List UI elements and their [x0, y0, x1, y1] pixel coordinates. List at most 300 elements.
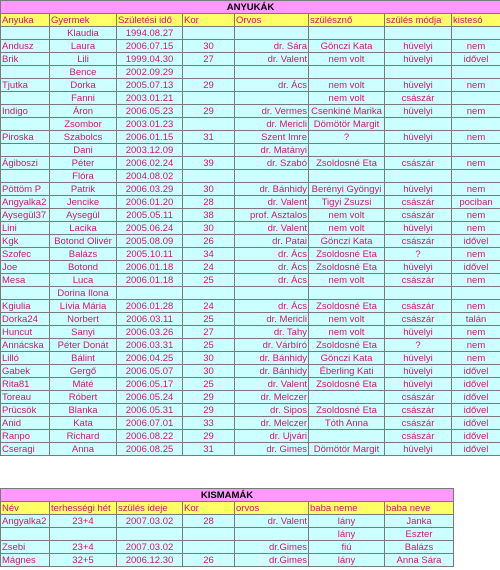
table-cell[interactable]: idővel [452, 235, 500, 248]
table-cell[interactable]: hüvelyi [385, 378, 452, 391]
table-cell[interactable]: Zsebi [1, 541, 50, 554]
table-cell[interactable]: idővel [452, 261, 500, 274]
table-cell[interactable]: Lili [50, 53, 117, 66]
table-cell[interactable]: hüvelyi [385, 352, 452, 365]
table-cell[interactable]: 30 [183, 352, 235, 365]
table-cell[interactable]: hüvelyi [385, 326, 452, 339]
column-header[interactable]: baba neme [309, 502, 385, 515]
table-cell[interactable]: Aysegül [50, 209, 117, 222]
table-cell[interactable]: Zsoldosné Eta [309, 248, 385, 261]
table-cell[interactable]: Cseragi [1, 443, 50, 456]
table-cell[interactable]: 30 [183, 40, 235, 53]
table-cell[interactable]: hüvelyi [385, 443, 452, 456]
table-cell[interactable] [1, 144, 50, 157]
column-header[interactable]: orvos [235, 502, 309, 515]
table-cell[interactable]: nem [452, 248, 500, 261]
table-cell[interactable]: 2006.03.29 [117, 183, 183, 196]
table-cell[interactable]: nem [452, 209, 500, 222]
table-cell[interactable]: 2005.07.13 [117, 79, 183, 92]
table-cell[interactable]: Zsoldosné Eta [309, 378, 385, 391]
table-cell[interactable]: Lacika [50, 222, 117, 235]
table-cell[interactable]: Laura [50, 40, 117, 53]
column-header[interactable]: szülés módja [385, 14, 452, 27]
table-cell[interactable]: Bence [50, 66, 117, 79]
table-cell[interactable]: 2006.05.24 [117, 391, 183, 404]
table-cell[interactable]: 1999.04.30 [117, 53, 183, 66]
table-cell[interactable]: Berényi Gyöngyi [309, 183, 385, 196]
table-cell[interactable]: dr. Várbíró [235, 339, 309, 352]
table-cell[interactable]: 2002.09.29 [117, 66, 183, 79]
table-cell[interactable] [1, 170, 50, 183]
table-cell[interactable]: Tóth Anna [309, 417, 385, 430]
table-cell[interactable]: Gönczi Kata [309, 40, 385, 53]
column-header[interactable]: szülésznő [309, 14, 385, 27]
table-cell[interactable]: hüvelyi [385, 365, 452, 378]
table-cell[interactable]: dr.Gimes [235, 541, 309, 554]
table-cell[interactable]: dr. Ács [235, 300, 309, 313]
kismamak-title[interactable]: KISMAMÁK [1, 489, 454, 502]
table-cell[interactable]: hüvelyi [385, 105, 452, 118]
table-cell[interactable]: 39 [183, 157, 235, 170]
table-cell[interactable] [452, 27, 500, 40]
table-cell[interactable]: nem volt [309, 313, 385, 326]
table-cell[interactable]: Lilló [1, 352, 50, 365]
table-cell[interactable]: dr. Valent [235, 515, 309, 528]
table-cell[interactable]: hüvelyi [385, 222, 452, 235]
table-cell[interactable] [183, 27, 235, 40]
table-cell[interactable]: 27 [183, 326, 235, 339]
table-cell[interactable]: pociban [452, 196, 500, 209]
table-cell[interactable]: Angyalka2 [1, 515, 50, 528]
table-cell[interactable]: dr. Valent [235, 378, 309, 391]
table-cell[interactable]: idővel [452, 404, 500, 417]
table-cell[interactable]: Anna Sára [385, 554, 454, 567]
column-header[interactable]: baba neve [385, 502, 454, 515]
table-cell[interactable] [452, 144, 500, 157]
table-cell[interactable]: 31 [183, 131, 235, 144]
table-cell[interactable]: idővel [452, 430, 500, 443]
table-cell[interactable]: Botond Olivér [50, 235, 117, 248]
table-cell[interactable]: Jencike [50, 196, 117, 209]
table-cell[interactable]: Kgk [1, 235, 50, 248]
table-cell[interactable]: Gabek [1, 365, 50, 378]
table-cell[interactable]: 25 [183, 274, 235, 287]
column-header[interactable]: szülés ideje [117, 502, 183, 515]
table-cell[interactable]: hüvelyi [385, 53, 452, 66]
table-cell[interactable]: Zsoldosné Eta [309, 157, 385, 170]
table-cell[interactable]: Szabolcs [50, 131, 117, 144]
table-cell[interactable]: dr.Gimes [235, 554, 309, 567]
table-cell[interactable]: dr. Matányi [235, 144, 309, 157]
table-cell[interactable]: Angyalka2 [1, 196, 50, 209]
table-cell[interactable]: nem volt [309, 209, 385, 222]
table-cell[interactable]: 2006.05.17 [117, 378, 183, 391]
table-cell[interactable]: Pöttöm P [1, 183, 50, 196]
table-cell[interactable]: Zsombor [50, 118, 117, 131]
table-cell[interactable]: nem volt [309, 92, 385, 105]
table-cell[interactable] [309, 66, 385, 79]
table-cell[interactable]: 29 [183, 430, 235, 443]
table-cell[interactable]: 25 [183, 313, 235, 326]
table-cell[interactable]: nem [452, 131, 500, 144]
table-cell[interactable]: Gönczi Kata [309, 352, 385, 365]
table-cell[interactable]: Norbert [50, 313, 117, 326]
table-cell[interactable]: Brik [1, 53, 50, 66]
table-cell[interactable]: 25 [183, 339, 235, 352]
table-cell[interactable]: Zsoldosné Eta [309, 261, 385, 274]
table-cell[interactable] [385, 118, 452, 131]
table-cell[interactable]: 2006.08.22 [117, 430, 183, 443]
table-cell[interactable]: nem [452, 40, 500, 53]
table-cell[interactable]: Luca [50, 274, 117, 287]
table-cell[interactable]: Rita81 [1, 378, 50, 391]
table-cell[interactable]: Huncut [1, 326, 50, 339]
table-cell[interactable]: császár [385, 209, 452, 222]
table-cell[interactable]: 30 [183, 222, 235, 235]
table-cell[interactable]: Piroska [1, 131, 50, 144]
table-cell[interactable]: dr. Melczer [235, 417, 309, 430]
table-cell[interactable] [50, 528, 117, 541]
table-cell[interactable]: idővel [452, 443, 500, 456]
column-header[interactable]: Születési idő [117, 14, 183, 27]
table-cell[interactable] [183, 92, 235, 105]
column-header[interactable]: Gyermek [50, 14, 117, 27]
table-cell[interactable]: 2005.05.11 [117, 209, 183, 222]
table-cell[interactable]: nem [452, 157, 500, 170]
table-cell[interactable]: császár [385, 300, 452, 313]
table-cell[interactable]: Andusz [1, 40, 50, 53]
table-cell[interactable]: idővel [452, 365, 500, 378]
table-cell[interactable]: Dorka [50, 79, 117, 92]
table-cell[interactable] [117, 287, 183, 300]
table-cell[interactable]: 32+5 [50, 554, 117, 567]
table-cell[interactable]: császár [385, 391, 452, 404]
table-cell[interactable]: 2006.02.24 [117, 157, 183, 170]
table-cell[interactable]: Botond [50, 261, 117, 274]
table-cell[interactable]: 24 [183, 261, 235, 274]
table-cell[interactable]: Flóra [50, 170, 117, 183]
table-cell[interactable]: 2006.03.11 [117, 313, 183, 326]
table-cell[interactable] [1, 66, 50, 79]
table-cell[interactable] [183, 287, 235, 300]
table-cell[interactable]: 30 [183, 183, 235, 196]
table-cell[interactable]: Máté [50, 378, 117, 391]
table-cell[interactable]: dr. Ács [235, 79, 309, 92]
table-cell[interactable]: dr. Vermes [235, 105, 309, 118]
column-header[interactable]: Kor [183, 502, 235, 515]
table-cell[interactable]: ? [385, 339, 452, 352]
table-cell[interactable]: Prücsök [1, 404, 50, 417]
table-cell[interactable]: 26 [183, 554, 235, 567]
table-cell[interactable]: dr. Valent [235, 196, 309, 209]
table-cell[interactable]: 2006.12.30 [117, 554, 183, 567]
table-cell[interactable]: 2003.01.23 [117, 118, 183, 131]
table-cell[interactable]: 26 [183, 235, 235, 248]
table-cell[interactable]: dr. Mericli [235, 313, 309, 326]
anyukak-title[interactable]: ANYUKÁK [1, 1, 500, 14]
table-cell[interactable]: 30 [183, 365, 235, 378]
table-cell[interactable]: ? [385, 248, 452, 261]
table-cell[interactable]: dr. Bánhidy [235, 365, 309, 378]
table-cell[interactable]: Bálint [50, 352, 117, 365]
table-cell[interactable]: dr. Valent [235, 53, 309, 66]
table-cell[interactable]: Róbert [50, 391, 117, 404]
column-header[interactable]: Kor [183, 14, 235, 27]
table-cell[interactable] [183, 541, 235, 554]
table-cell[interactable] [452, 118, 500, 131]
table-cell[interactable]: Szofec [1, 248, 50, 261]
table-cell[interactable]: dr. Melczer [235, 391, 309, 404]
table-cell[interactable]: dr. Ujvári [235, 430, 309, 443]
table-cell[interactable]: dr. Tahy [235, 326, 309, 339]
table-cell[interactable]: dr. Sára [235, 40, 309, 53]
table-cell[interactable] [235, 287, 309, 300]
table-cell[interactable]: Péter Donát [50, 339, 117, 352]
table-cell[interactable]: császár [385, 417, 452, 430]
table-cell[interactable]: Sanyi [50, 326, 117, 339]
table-cell[interactable]: 2003.01.21 [117, 92, 183, 105]
table-cell[interactable] [452, 287, 500, 300]
column-header[interactable]: Orvos [235, 14, 309, 27]
table-cell[interactable]: idővel [452, 391, 500, 404]
table-cell[interactable]: Dömötör Margit [309, 443, 385, 456]
table-cell[interactable]: dr. Patai [235, 235, 309, 248]
table-cell[interactable]: 28 [183, 196, 235, 209]
table-cell[interactable] [235, 27, 309, 40]
table-cell[interactable]: Tigyi Zsuzsi [309, 196, 385, 209]
table-cell[interactable]: nem [452, 300, 500, 313]
table-cell[interactable]: Tjutka [1, 79, 50, 92]
table-cell[interactable]: nem [452, 339, 500, 352]
table-cell[interactable]: 2006.03.26 [117, 326, 183, 339]
table-cell[interactable]: 2004.08.02 [117, 170, 183, 183]
table-cell[interactable]: Mesa [1, 274, 50, 287]
table-cell[interactable] [235, 66, 309, 79]
table-cell[interactable]: Joe [1, 261, 50, 274]
table-cell[interactable]: 25 [183, 378, 235, 391]
table-cell[interactable] [235, 92, 309, 105]
table-cell[interactable] [452, 66, 500, 79]
table-cell[interactable]: dr. Valent [235, 222, 309, 235]
table-cell[interactable]: idővel [452, 53, 500, 66]
table-cell[interactable]: 2005.06.24 [117, 222, 183, 235]
table-cell[interactable]: 23+4 [50, 515, 117, 528]
table-cell[interactable]: Zsoldosné Eta [309, 300, 385, 313]
table-cell[interactable]: nem [452, 222, 500, 235]
table-cell[interactable]: Zsoldosné Eta [309, 404, 385, 417]
table-cell[interactable]: 2006.01.18 [117, 274, 183, 287]
table-cell[interactable]: 2006.08.25 [117, 443, 183, 456]
table-cell[interactable] [385, 287, 452, 300]
table-cell[interactable]: dr. Bánhidy [235, 183, 309, 196]
table-cell[interactable]: Gergő [50, 365, 117, 378]
table-cell[interactable]: 28 [183, 515, 235, 528]
table-cell[interactable]: Ranpo [1, 430, 50, 443]
table-cell[interactable] [183, 144, 235, 157]
table-cell[interactable]: idővel [452, 417, 500, 430]
table-cell[interactable] [235, 528, 309, 541]
table-cell[interactable]: 2006.07.15 [117, 40, 183, 53]
table-cell[interactable]: császár [385, 92, 452, 105]
table-cell[interactable]: nem [452, 105, 500, 118]
table-cell[interactable]: 29 [183, 105, 235, 118]
table-cell[interactable]: császár [385, 274, 452, 287]
table-cell[interactable]: 1994.08.27 [117, 27, 183, 40]
table-cell[interactable]: Péter [50, 157, 117, 170]
table-cell[interactable]: császár [385, 430, 452, 443]
table-cell[interactable]: 29 [183, 391, 235, 404]
table-cell[interactable]: Balázs [385, 541, 454, 554]
table-cell[interactable] [1, 287, 50, 300]
table-cell[interactable]: 2006.01.28 [117, 300, 183, 313]
table-cell[interactable] [385, 170, 452, 183]
table-cell[interactable] [183, 118, 235, 131]
table-cell[interactable]: Aysegül37 [1, 209, 50, 222]
table-cell[interactable]: Richard [50, 430, 117, 443]
table-cell[interactable]: Mágnes [1, 554, 50, 567]
table-cell[interactable]: talán [452, 313, 500, 326]
table-cell[interactable]: idővel [452, 378, 500, 391]
table-cell[interactable]: 29 [183, 79, 235, 92]
table-cell[interactable]: Anid [1, 417, 50, 430]
table-cell[interactable]: Dani [50, 144, 117, 157]
table-cell[interactable] [385, 27, 452, 40]
table-cell[interactable]: 2006.05.31 [117, 404, 183, 417]
table-cell[interactable]: hüvelyi [385, 261, 452, 274]
table-cell[interactable]: 2006.01.20 [117, 196, 183, 209]
table-cell[interactable]: 24 [183, 300, 235, 313]
table-cell[interactable]: Annácska [1, 339, 50, 352]
table-cell[interactable] [183, 170, 235, 183]
table-cell[interactable]: nem [452, 79, 500, 92]
table-cell[interactable]: nem volt [309, 222, 385, 235]
table-cell[interactable]: 23+4 [50, 541, 117, 554]
table-cell[interactable]: 2007.03.02 [117, 541, 183, 554]
table-cell[interactable]: ? [309, 131, 385, 144]
table-cell[interactable] [452, 170, 500, 183]
table-cell[interactable]: Kata [50, 417, 117, 430]
table-cell[interactable] [385, 66, 452, 79]
table-cell[interactable]: Kgiulia [1, 300, 50, 313]
table-cell[interactable]: császár [385, 196, 452, 209]
table-cell[interactable]: 27 [183, 53, 235, 66]
table-cell[interactable]: császár [385, 157, 452, 170]
table-cell[interactable]: 2006.05.23 [117, 105, 183, 118]
table-cell[interactable]: nem [452, 183, 500, 196]
table-cell[interactable]: prof. Asztalos [235, 209, 309, 222]
table-cell[interactable]: Indigo [1, 105, 50, 118]
table-cell[interactable]: lány [309, 528, 385, 541]
table-cell[interactable]: nem [452, 352, 500, 365]
table-cell[interactable] [1, 27, 50, 40]
table-cell[interactable]: dr. Bánhidy [235, 352, 309, 365]
table-cell[interactable]: hüvelyi [385, 79, 452, 92]
table-cell[interactable]: 2006.04.25 [117, 352, 183, 365]
table-cell[interactable]: 2006.05.07 [117, 365, 183, 378]
table-cell[interactable] [309, 144, 385, 157]
table-cell[interactable] [235, 170, 309, 183]
table-cell[interactable] [385, 144, 452, 157]
table-cell[interactable]: Anna [50, 443, 117, 456]
column-header[interactable]: terhességi hét [50, 502, 117, 515]
table-cell[interactable]: 2006.03.31 [117, 339, 183, 352]
table-cell[interactable]: Toreau [1, 391, 50, 404]
table-cell[interactable]: nem [452, 274, 500, 287]
table-cell[interactable]: 2006.01.18 [117, 261, 183, 274]
table-cell[interactable]: Eszter [385, 528, 454, 541]
table-cell[interactable]: 2005.10.11 [117, 248, 183, 261]
table-cell[interactable]: Dorina Ilona [50, 287, 117, 300]
table-cell[interactable]: nem volt [309, 274, 385, 287]
table-cell[interactable]: császár [385, 313, 452, 326]
table-cell[interactable]: fiú [309, 541, 385, 554]
table-cell[interactable]: 2006.01.15 [117, 131, 183, 144]
table-cell[interactable]: 34 [183, 248, 235, 261]
table-cell[interactable]: 33 [183, 417, 235, 430]
table-cell[interactable]: Éberling Kati [309, 365, 385, 378]
table-cell[interactable]: dr. Sipos [235, 404, 309, 417]
table-cell[interactable]: Szent Imre [235, 131, 309, 144]
table-cell[interactable] [309, 287, 385, 300]
table-cell[interactable]: 2007.03.02 [117, 515, 183, 528]
table-cell[interactable] [1, 92, 50, 105]
table-cell[interactable]: császár [385, 404, 452, 417]
table-cell[interactable]: lány [309, 554, 385, 567]
table-cell[interactable]: 2005.08.09 [117, 235, 183, 248]
table-cell[interactable]: dr. Gimes [235, 443, 309, 456]
table-cell[interactable]: Dorka24 [1, 313, 50, 326]
table-cell[interactable]: Csenkiné Marika [309, 105, 385, 118]
table-cell[interactable]: Áron [50, 105, 117, 118]
table-cell[interactable] [183, 528, 235, 541]
table-cell[interactable] [452, 92, 500, 105]
table-cell[interactable]: Dömötör Margit [309, 118, 385, 131]
table-cell[interactable]: dr. Ács [235, 248, 309, 261]
table-cell[interactable]: Balázs [50, 248, 117, 261]
table-cell[interactable] [309, 27, 385, 40]
column-header[interactable]: Név [1, 502, 50, 515]
table-cell[interactable]: 29 [183, 404, 235, 417]
column-header[interactable]: Anyuka [1, 14, 50, 27]
table-cell[interactable]: hüvelyi [385, 131, 452, 144]
table-cell[interactable]: Zsoldosné Eta [309, 339, 385, 352]
table-cell[interactable]: dr. Mericli [235, 118, 309, 131]
table-cell[interactable]: hüvelyi [385, 183, 452, 196]
table-cell[interactable]: dr. Szabó [235, 157, 309, 170]
table-cell[interactable]: Blanka [50, 404, 117, 417]
table-cell[interactable]: nem volt [309, 79, 385, 92]
table-cell[interactable] [1, 528, 50, 541]
table-cell[interactable]: 2003.12.09 [117, 144, 183, 157]
table-cell[interactable]: 2006.07.01 [117, 417, 183, 430]
table-cell[interactable]: Fanni [50, 92, 117, 105]
table-cell[interactable] [183, 66, 235, 79]
table-cell[interactable]: nem volt [309, 53, 385, 66]
table-cell[interactable]: Patrik [50, 183, 117, 196]
table-cell[interactable] [309, 170, 385, 183]
table-cell[interactable]: Janka [385, 515, 454, 528]
table-cell[interactable]: nem volt [309, 326, 385, 339]
table-cell[interactable]: 31 [183, 443, 235, 456]
table-cell[interactable]: császár [385, 235, 452, 248]
table-cell[interactable]: Ágiboszi [1, 157, 50, 170]
table-cell[interactable]: dr. Ács [235, 274, 309, 287]
table-cell[interactable]: nem [452, 326, 500, 339]
table-cell[interactable]: lány [309, 515, 385, 528]
table-cell[interactable] [309, 391, 385, 404]
table-cell[interactable]: hüvelyi [385, 40, 452, 53]
table-cell[interactable]: Klaudia [50, 27, 117, 40]
